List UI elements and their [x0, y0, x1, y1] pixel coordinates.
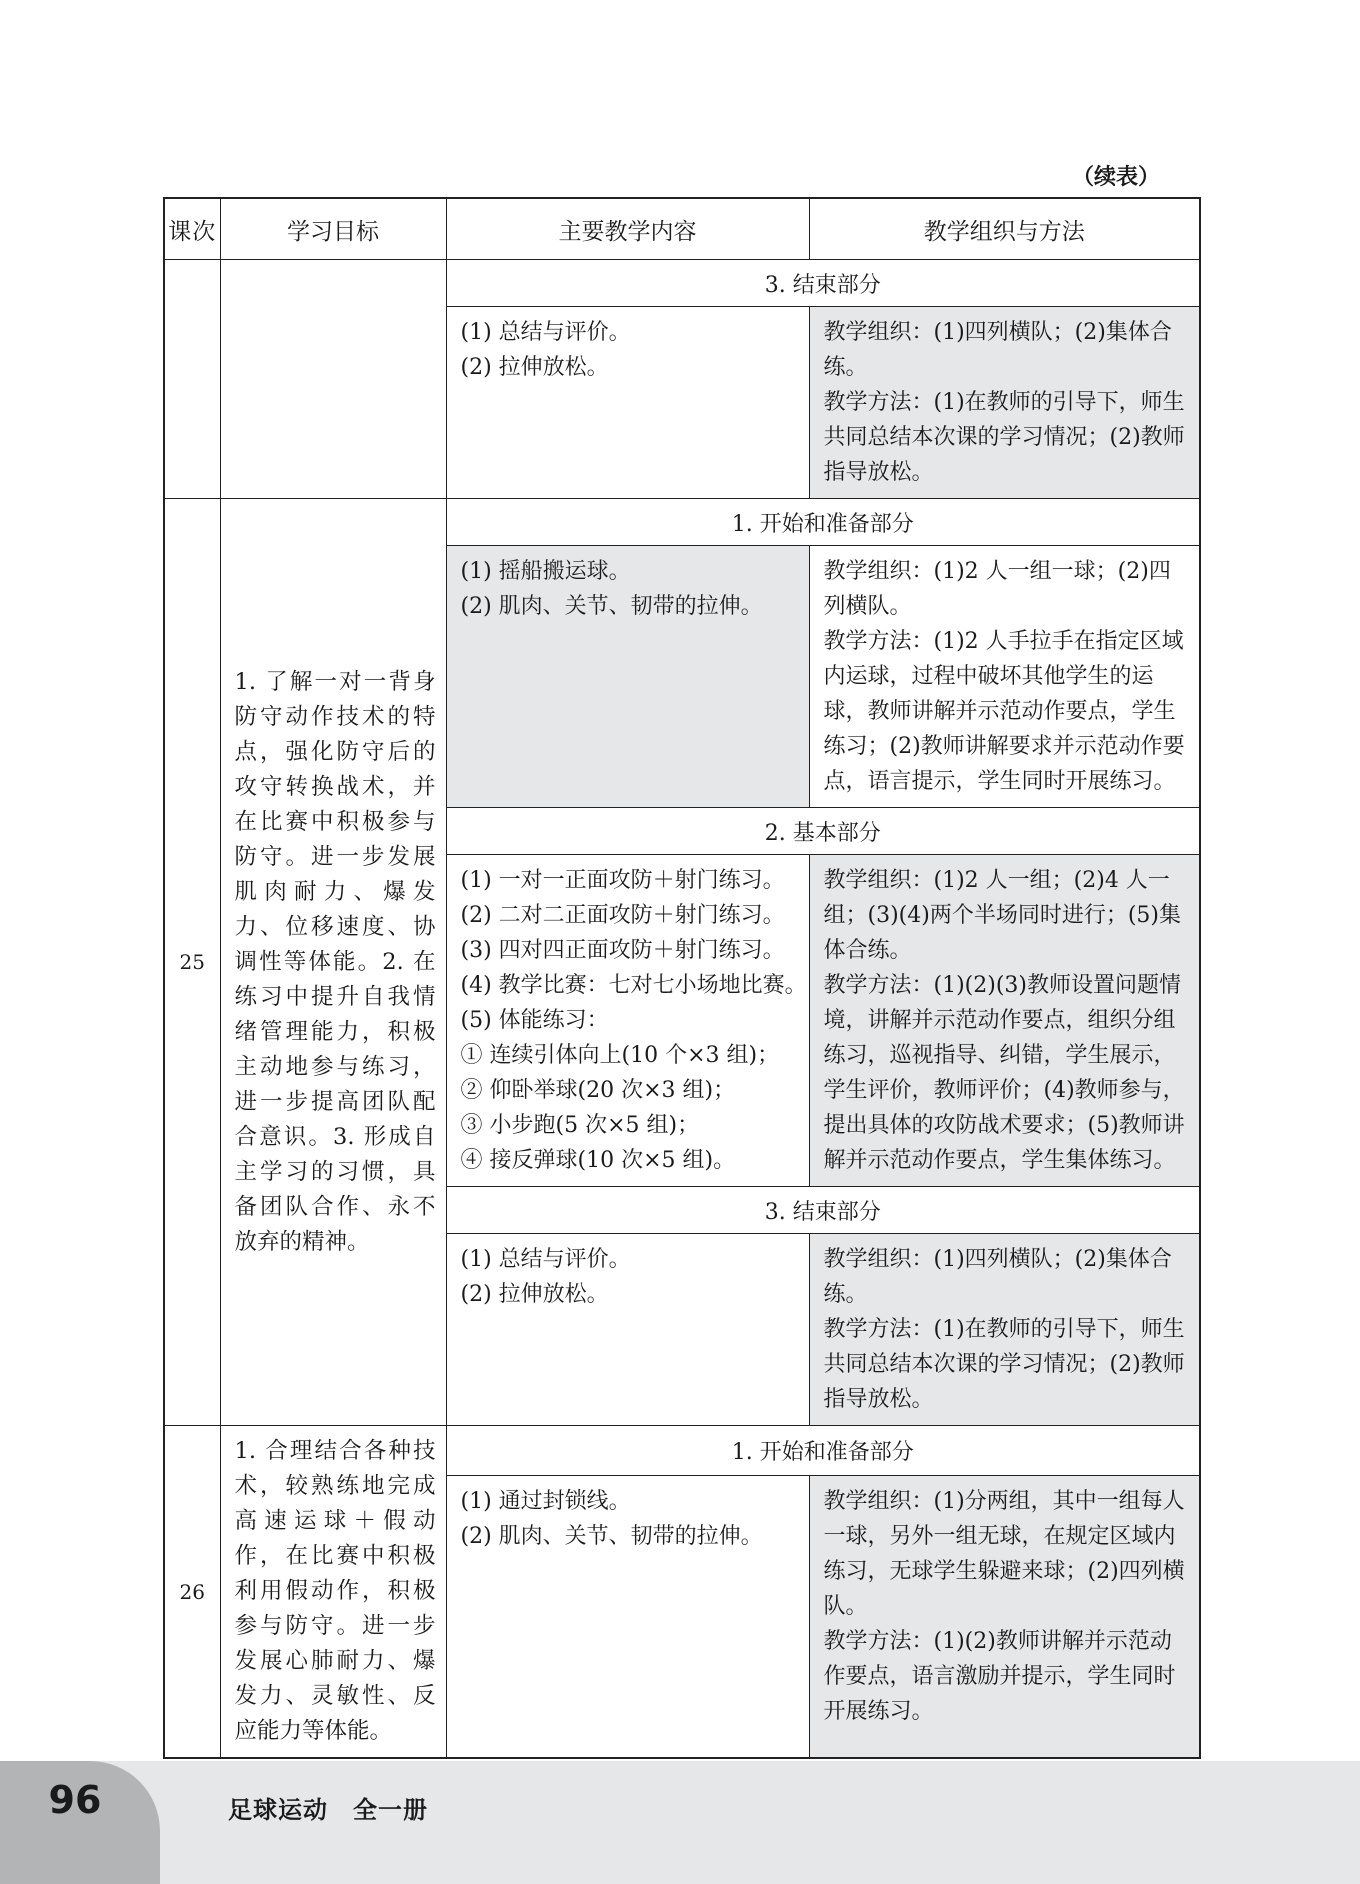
content-line: ③ 小步跑(5 次×5 组)； [460, 1113, 700, 1138]
table-row [164, 499, 1200, 546]
method-line: 教学组织：(1)分两组，其中一组每人一球，另外一组无球，在规定区域内练习，无球学生躲避来球；(2)四列横队。 [823, 1489, 1185, 1620]
lesson25-end-content [446, 1234, 809, 1426]
lesson25-goal: 1. 了解一对一背身防守动作技术的特点，强化防守后的攻守转换战术，并在比赛中积极参与防守。进一步发展肌肉耐力、爆发力、位移速度、协调性等体能。2. 在练习中提升自我情绪管理能力，积极主动地参与练习，进一步提高团队配合意识。3. 形成自主学习的习惯，具备团队合作、永不放弃的精神。 [220, 499, 446, 1426]
lesson25-basic-title: 2. 基本部分 [446, 808, 1200, 855]
table-row [164, 260, 1200, 307]
content-line: (1) 通过封锁线。 [460, 1489, 631, 1515]
method-line: 教学方法：(1)(2)(3)教师设置问题情境，讲解并示范动作要点，组织分组练习，巡视指导、纠错，学生展示，学生评价，教师评价；(4)教师参与，提出具体的攻防战术要求；(5)教师讲解并示范动作要点，学生集体练习。 [823, 973, 1185, 1173]
lesson25-start-method [809, 546, 1200, 808]
lesson26-start-content [446, 1476, 809, 1758]
lesson24-end-section-title: 3. 结束部分 [446, 260, 1200, 307]
content-line: (1) 总结与评价。 [460, 1247, 631, 1272]
content-line: (3) 四对四正面攻防＋射门练习。 [460, 938, 785, 963]
header-lesson: 课次 [164, 198, 220, 260]
lesson-table [163, 197, 1201, 1759]
page-number: 96 [48, 1778, 102, 1822]
lesson25-end-method [809, 1234, 1200, 1426]
continued-label: （续表） [1071, 165, 1160, 190]
lesson25-end-title: 3. 结束部分 [446, 1187, 1200, 1234]
content-line: (1) 一对一正面攻防＋射门练习。 [460, 868, 785, 893]
content-line: ② 仰卧举球(20 次×3 组)； [460, 1078, 736, 1103]
content-line: (1) 摇船搬运球。 [460, 559, 631, 584]
content-line: (2) 肌肉、关节、韧带的拉伸。 [460, 1524, 763, 1550]
method-line: 教学方法：(1)2 人手拉手在指定区域内运球，过程中破坏其他学生的运球，教师讲解并示范动作要点，学生练习；(2)教师讲解要求并示范动作要点，语言提示，学生同时开展练习。 [823, 629, 1185, 794]
book-title: 足球运动 全一册 [228, 1796, 428, 1824]
table-row [164, 1426, 1200, 1476]
method-line: 教学方法：(1)(2)教师讲解并示范动作要点，语言激励并提示，学生同时开展练习。 [823, 1629, 1176, 1725]
method-line: 教学组织：(1)四列横队；(2)集体合练。 [823, 1247, 1172, 1307]
lesson26-start-title: 1. 开始和准备部分 [446, 1426, 1200, 1476]
lesson26-goal: 1. 合理结合各种技术，较熟练地完成高速运球＋假动作，在比赛中积极利用假动作，积极参与防守。进一步发展心肺耐力、爆发力、灵敏性、反应能力等体能。 [220, 1426, 446, 1759]
lesson25-start-content [446, 546, 809, 808]
content-line: ① 连续引体向上(10 个×3 组)； [460, 1043, 780, 1068]
lesson25-basic-content [446, 855, 809, 1187]
header-goal: 学习目标 [220, 198, 446, 260]
table-header-row [164, 198, 1200, 260]
content-line: (2) 拉伸放松。 [460, 355, 609, 380]
footer-band [0, 1761, 1360, 1884]
lesson25-number: 25 [164, 499, 220, 1426]
method-line: 教学组织：(1)2 人一组一球；(2)四列横队。 [823, 559, 1171, 619]
method-line: 教学方法：(1)在教师的引导下，师生共同总结本次课的学习情况；(2)教师指导放松。 [823, 1317, 1185, 1412]
header-method: 教学组织与方法 [809, 198, 1200, 260]
lesson24-number-cell [164, 260, 220, 499]
lesson24-end-method [809, 307, 1200, 499]
method-line: 教学方法：(1)在教师的引导下，师生共同总结本次课的学习情况；(2)教师指导放松。 [823, 390, 1185, 485]
content-line: (4) 教学比赛：七对七小场地比赛。 [460, 973, 807, 998]
lesson25-start-title: 1. 开始和准备部分 [446, 499, 1200, 546]
lesson24-goal-cell [220, 260, 446, 499]
method-line: 教学组织：(1)四列横队；(2)集体合练。 [823, 320, 1172, 380]
content-line: ④ 接反弹球(10 次×5 组)。 [460, 1148, 736, 1173]
header-content: 主要教学内容 [446, 198, 809, 260]
lesson25-basic-method [809, 855, 1200, 1187]
content-line: (5) 体能练习： [460, 1008, 609, 1033]
content-line: (2) 二对二正面攻防＋射门练习。 [460, 903, 785, 928]
content-line: (2) 肌肉、关节、韧带的拉伸。 [460, 594, 763, 619]
method-line: 教学组织：(1)2 人一组；(2)4 人一组；(3)(4)两个半场同时进行；(5)集体合练。 [823, 868, 1181, 963]
lesson26-number: 26 [164, 1426, 220, 1759]
content-line: (1) 总结与评价。 [460, 320, 631, 345]
content-line: (2) 拉伸放松。 [460, 1282, 609, 1307]
lesson26-start-method [809, 1476, 1200, 1758]
lesson24-end-content [446, 307, 809, 499]
